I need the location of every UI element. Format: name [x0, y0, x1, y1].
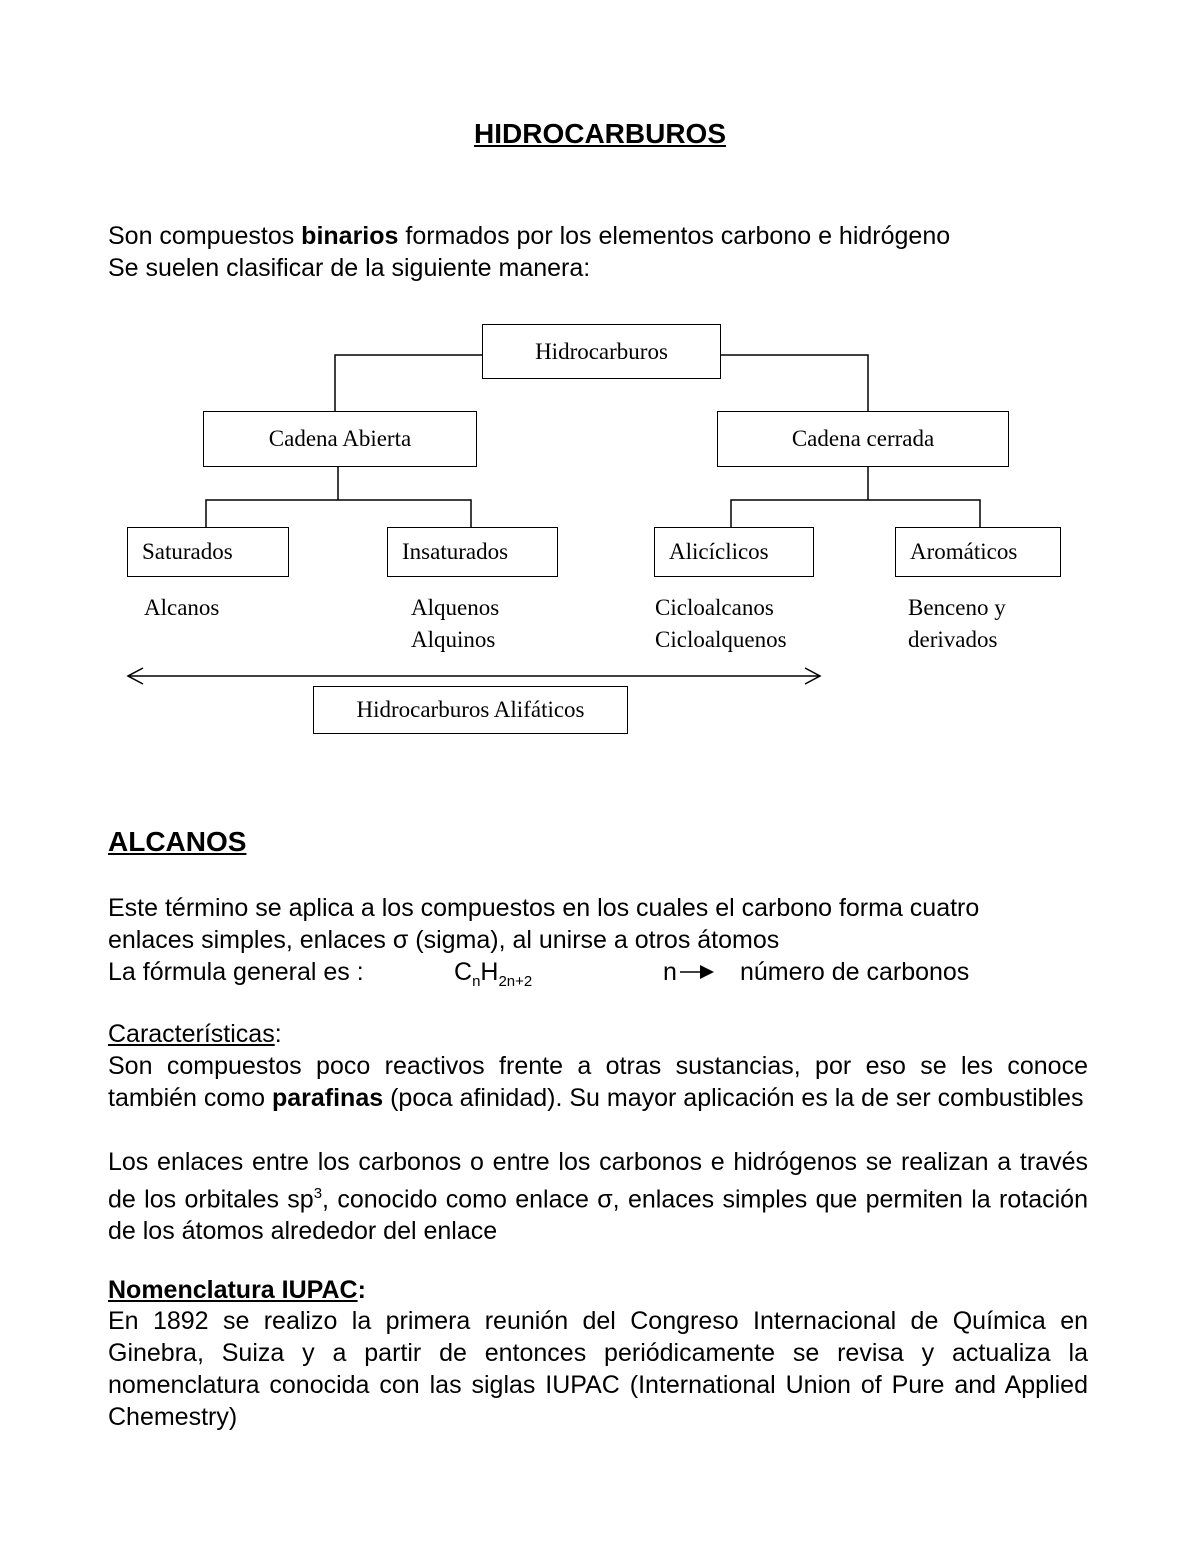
hidrocarburos-box: Hidrocarburos [482, 324, 721, 379]
features-paragraph-2: Los enlaces entre los carbonos o entre los carbonos e hidrógenos se realizan a través de los orbitales $sp^3$, conocido como enlace σ, enlaces simples que permiten la rotación de los átomos alrededor del enlace [108, 1148, 1088, 1246]
aromaticos-example-2: derivados [908, 627, 998, 652]
insaturados-example-2: Alquinos [411, 627, 496, 652]
n-symbol: n [663, 958, 677, 986]
aliciclicos-example-2: Cicloalquenos [655, 627, 787, 652]
classification-diagram-lines [0, 0, 1200, 760]
connector-closed-children [731, 500, 980, 527]
intro-line-2: Se suelen clasificar de la siguiente manera: [108, 254, 591, 282]
hidrocarburos-alifaticos-box: Hidrocarburos Alifáticos [313, 686, 628, 734]
insaturados-example-1: Alquenos [411, 595, 500, 620]
iupac-paragraph: En 1892 se realizo la primera reunión del Congreso Internacional de Química en Ginebra, Suiza y a partir de entonces periódicamente se revisa y actualiza la nomenclatura conocida con las siglas IUPAC (International Union of Pure and Applied Chemestry) [108, 1307, 1088, 1431]
insaturados-box: Insaturados [387, 527, 558, 577]
connector-open-children [206, 500, 471, 527]
aromaticos-example-1: Benceno y [908, 595, 1006, 620]
general-formula: $C_nH_{2n+2}$ [454, 958, 533, 990]
cadena-cerrada-box: Cadena cerrada [717, 411, 1009, 467]
n-meaning: número de carbonos [740, 958, 970, 986]
aromaticos-box: Aromáticos [895, 527, 1061, 577]
arrow-right-icon [680, 962, 716, 982]
binarios-term: binarios [301, 222, 399, 250]
iupac-heading: Nomenclatura IUPAC: [108, 1276, 366, 1304]
features-heading: Características: [108, 1020, 282, 1048]
page-title: HIDROCARBUROS [474, 118, 726, 149]
aliciclicos-example-1: Cicloalcanos [655, 595, 774, 620]
alcanos-definition-line-1: Este término se aplica a los compuestos en los cuales el carbono forma cuatro [108, 894, 980, 922]
saturados-box: Saturados [127, 527, 289, 577]
alcanos-definition-line-2: enlaces simples, enlaces σ (sigma), al unirse a otros átomos [108, 926, 780, 954]
formula-label: La fórmula general es : [108, 958, 364, 986]
cadena-abierta-box: Cadena Abierta [203, 411, 477, 467]
saturados-example-1: Alcanos [144, 595, 220, 620]
connector-root-closed [721, 355, 868, 411]
aliciclicos-box: Alicíclicos [654, 527, 814, 577]
alcanos-heading: ALCANOS [108, 826, 247, 857]
parafinas-term: parafinas [271, 1084, 384, 1112]
connector-root-open [335, 355, 482, 411]
features-paragraph-1: Son compuestos poco reactivos frente a otras sustancias, por eso se les conoce también como parafinas (poca afinidad). Su mayor aplicación es la de ser combustibles [108, 1052, 1088, 1112]
intro-line-1: Son compuestos binarios formados por los elementos carbono e hidrógeno [108, 222, 951, 250]
